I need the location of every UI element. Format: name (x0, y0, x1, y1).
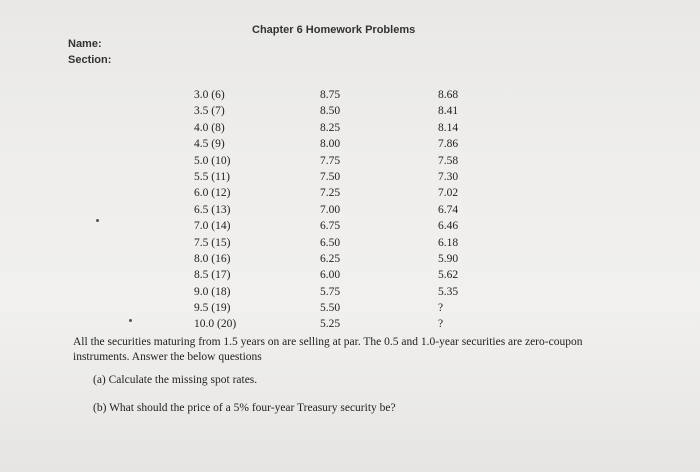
spot-rate-cell: ? (438, 318, 444, 331)
maturity-cell: 8.5 (17) (194, 269, 231, 282)
coupon-cell: 5.75 (320, 285, 341, 298)
spot-rate-cell: 5.90 (438, 252, 459, 265)
maturity-cell: 7.5 (15) (194, 236, 231, 249)
spot-rate-cell: 8.14 (438, 121, 459, 134)
maturity-cell: 6.5 (13) (194, 203, 231, 216)
spot-rate-cell: 7.30 (438, 170, 459, 183)
coupon-cell: 6.75 (320, 220, 341, 233)
maturity-cell: 3.5 (7) (194, 105, 225, 118)
maturity-cell: 5.0 (10) (194, 154, 231, 167)
section-label: Section: (68, 54, 112, 66)
spot-rate-cell: 7.58 (438, 154, 459, 167)
question-b: (b) What should the price of a 5% four-year Treasury security be? (93, 402, 396, 414)
coupon-cell: 8.75 (320, 89, 341, 101)
spot-rate-cell: 6.18 (438, 236, 459, 249)
spot-rate-cell: 7.86 (438, 138, 459, 151)
coupon-cell: 7.75 (320, 154, 341, 167)
page-title: Chapter 6 Homework Problems (252, 24, 416, 36)
spot-rate-cell: 8.41 (438, 105, 459, 118)
spot-rate-cell: 5.35 (438, 285, 459, 298)
coupon-cell: 6.50 (320, 236, 341, 249)
spot-rate-cell: 5.62 (438, 269, 459, 282)
maturity-cell: 4.0 (8) (194, 121, 225, 134)
spot-rate-cell: 8.68 (438, 89, 459, 101)
coupon-cell: 6.25 (320, 252, 341, 265)
coupon-cell: 7.50 (320, 170, 341, 183)
spot-rate-cell: 6.74 (438, 203, 459, 216)
spot-rate-cell: 6.46 (438, 220, 459, 233)
maturity-cell: 3.0 (6) (194, 89, 225, 101)
coupon-cell: 8.00 (320, 138, 341, 151)
maturity-cell: 6.0 (12) (194, 187, 231, 200)
maturity-cell: 9.0 (18) (194, 285, 231, 298)
stray-dot (96, 219, 99, 222)
coupon-cell: 8.25 (320, 121, 341, 134)
name-label: Name: (68, 38, 102, 50)
problem-paragraph: All the securities maturing from 1.5 years on are selling at par. The 0.5 and 1.0-year securities are zero-coupon instruments. Answer the below questions (73, 336, 583, 363)
coupon-cell: 5.50 (320, 302, 341, 315)
coupon-cell: 5.25 (320, 318, 341, 331)
coupon-cell: 8.50 (320, 105, 341, 118)
maturity-cell: 8.0 (16) (194, 252, 231, 265)
question-a: (a) Calculate the missing spot rates. (93, 374, 258, 386)
coupon-cell: 7.25 (320, 187, 341, 200)
maturity-cell: 4.5 (9) (194, 138, 225, 151)
maturity-cell: 7.0 (14) (194, 220, 231, 233)
coupon-cell: 7.00 (320, 203, 341, 216)
spot-rate-cell: 7.02 (438, 187, 459, 200)
maturity-cell: 5.5 (11) (194, 170, 230, 183)
coupon-cell: 6.00 (320, 269, 341, 282)
maturity-cell: 10.0 (20) (194, 318, 237, 331)
spot-rate-cell: ? (438, 302, 444, 315)
maturity-cell: 9.5 (19) (194, 302, 231, 315)
stray-dot (129, 319, 132, 322)
